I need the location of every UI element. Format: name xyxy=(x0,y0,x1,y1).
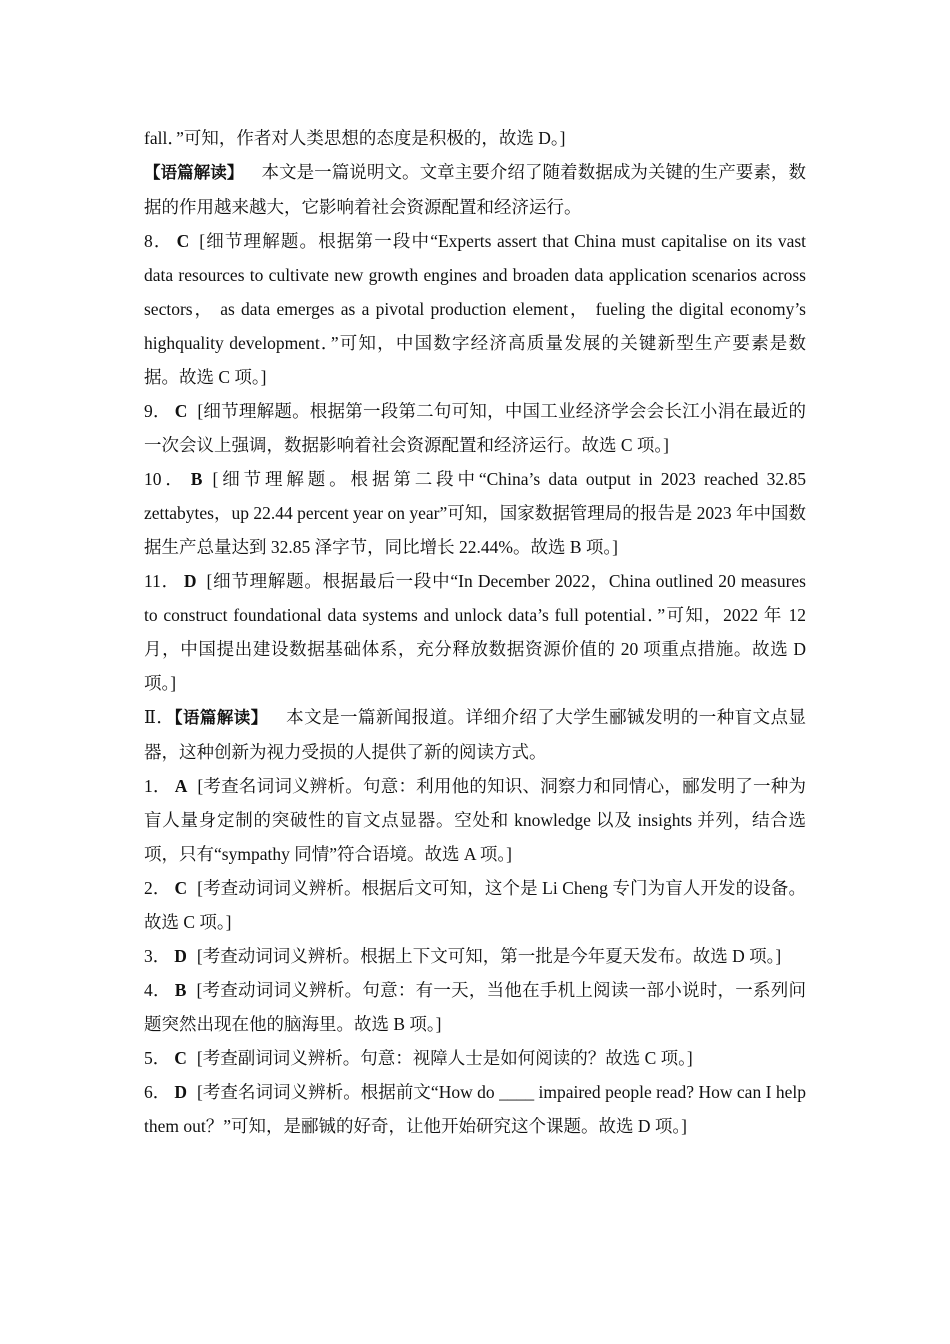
item-explanation: [考查副词词义辨析。句意：视障人士是如何阅读的？故选 C 项。] xyxy=(196,1048,693,1068)
answer-item-11 xyxy=(144,564,806,700)
item-answer: C xyxy=(174,401,188,421)
item-answer: A xyxy=(174,776,188,796)
answer-item-1 xyxy=(144,769,806,871)
item-answer: D xyxy=(174,1082,187,1102)
item-explanation: [考查动词词义辨析。根据上下文可知，第一批是今年夏天发布。故选 D 项。] xyxy=(196,946,782,966)
item-number: 5． xyxy=(144,1048,171,1068)
continuation-line xyxy=(144,121,806,155)
item-answer: B xyxy=(190,469,203,489)
answer-item-6 xyxy=(144,1075,806,1143)
item-explanation: [考查动词词义辨析。根据后文可知，这个是 Li Cheng 专门为盲人开发的设备。故选 C 项。] xyxy=(144,878,806,932)
item-explanation: [考查名词词义辨析。句意：利用他的知识、洞察力和同情心，郦发明了一种为盲人量身定制的突破性的盲文点显器。空处和 knowledge 以及 insights 并列，结合选项，只有“sympathy 同情”符合语境。故选 A 项。] xyxy=(144,776,807,864)
answer-item-8 xyxy=(144,224,806,394)
item-number: 8． xyxy=(144,231,173,251)
item-number: 1． xyxy=(144,776,171,796)
section2-heading: 【语篇解读】 xyxy=(174,708,268,727)
item-answer: C xyxy=(174,878,188,898)
section2-reading xyxy=(144,700,806,769)
item-explanation: [细节理解题。根据最后一段中“In December 2022，China outlined 20 measures to construct foundational data systems and unlock data’s full potential．”可知，2022 年 12 月，中国提出建设数据基础体系，充分释放数据资源价值的 20 项重点措施。故选 D 项。] xyxy=(144,571,806,693)
answer-item-2 xyxy=(144,871,806,939)
item-number: 11． xyxy=(144,571,180,591)
answer-page xyxy=(144,121,806,1143)
item-number: 2． xyxy=(144,878,171,898)
section2-prefix: Ⅱ． xyxy=(144,707,175,727)
item-explanation: [考查名词词义辨析。根据前文“How do ____ impaired people read? How can I help them out？”可知，是郦铖的好奇，让他开始研究这个课题。故选 D 项。] xyxy=(144,1082,806,1136)
item-answer: D xyxy=(174,946,187,966)
item-number: 3． xyxy=(144,946,171,966)
item-number: 6． xyxy=(144,1082,171,1102)
item-number: 4． xyxy=(144,980,171,1000)
section2-text: 本文是一篇新闻报道。详细介绍了大学生郦铖发明的一种盲文点显器，这种创新为视力受损的人提供了新的阅读方式。 xyxy=(144,707,806,762)
answer-item-4 xyxy=(144,973,806,1041)
item-explanation: [细节理解题。根据第二段中“China’s data output in 2023 reached 32.85 zettabytes，up 22.44 percent year on year”可知，国家数据管理局的报告是 2023 年中国数据生产总量达到 32.85 泽字节，同比增长 22.44%。故选 B 项。] xyxy=(144,469,807,557)
item-answer: B xyxy=(174,980,187,1000)
answer-item-3 xyxy=(144,939,806,973)
answer-item-10 xyxy=(144,462,806,564)
item-answer: C xyxy=(174,1048,187,1068)
item-number: 10． xyxy=(144,469,187,489)
item-number: 9． xyxy=(144,401,171,421)
item-answer: C xyxy=(176,231,190,251)
answer-item-5 xyxy=(144,1041,806,1075)
item-explanation: [细节理解题。根据第一段第二句可知，中国工业经济学会会长江小涓在最近的一次会议上强调，数据影响着社会资源配置和经济运行。故选 C 项。] xyxy=(144,401,807,455)
reading-heading: 【语篇解读】 xyxy=(144,163,244,182)
passage1-reading xyxy=(144,155,806,224)
answer-item-9 xyxy=(144,394,806,462)
item-explanation: [考查动词词义辨析。句意：有一天，当他在手机上阅读一部小说时，一系列问题突然出现在他的脑海里。故选 B 项。] xyxy=(144,980,806,1034)
reading-text: 本文是一篇说明文。文章主要介绍了随着数据成为关键的生产要素，数据的作用越来越大，它影响着社会资源配置和经济运行。 xyxy=(144,162,806,217)
continuation-text: fall．”可知，作者对人类思想的态度是积极的，故选 D。] xyxy=(144,128,566,148)
item-explanation: [细节理解题。根据第一段中“Experts assert that China must capitalise on its vast data resources to cultivate new growth engines and broaden data application scenarios across sectors， as data emerges as a pivotal production element， fueling the digital economy’s highquality development．”可知，中国数字经济高质量发展的关键新型生产要素是数据。故选 C 项。] xyxy=(144,231,807,387)
item-answer: D xyxy=(183,571,197,591)
